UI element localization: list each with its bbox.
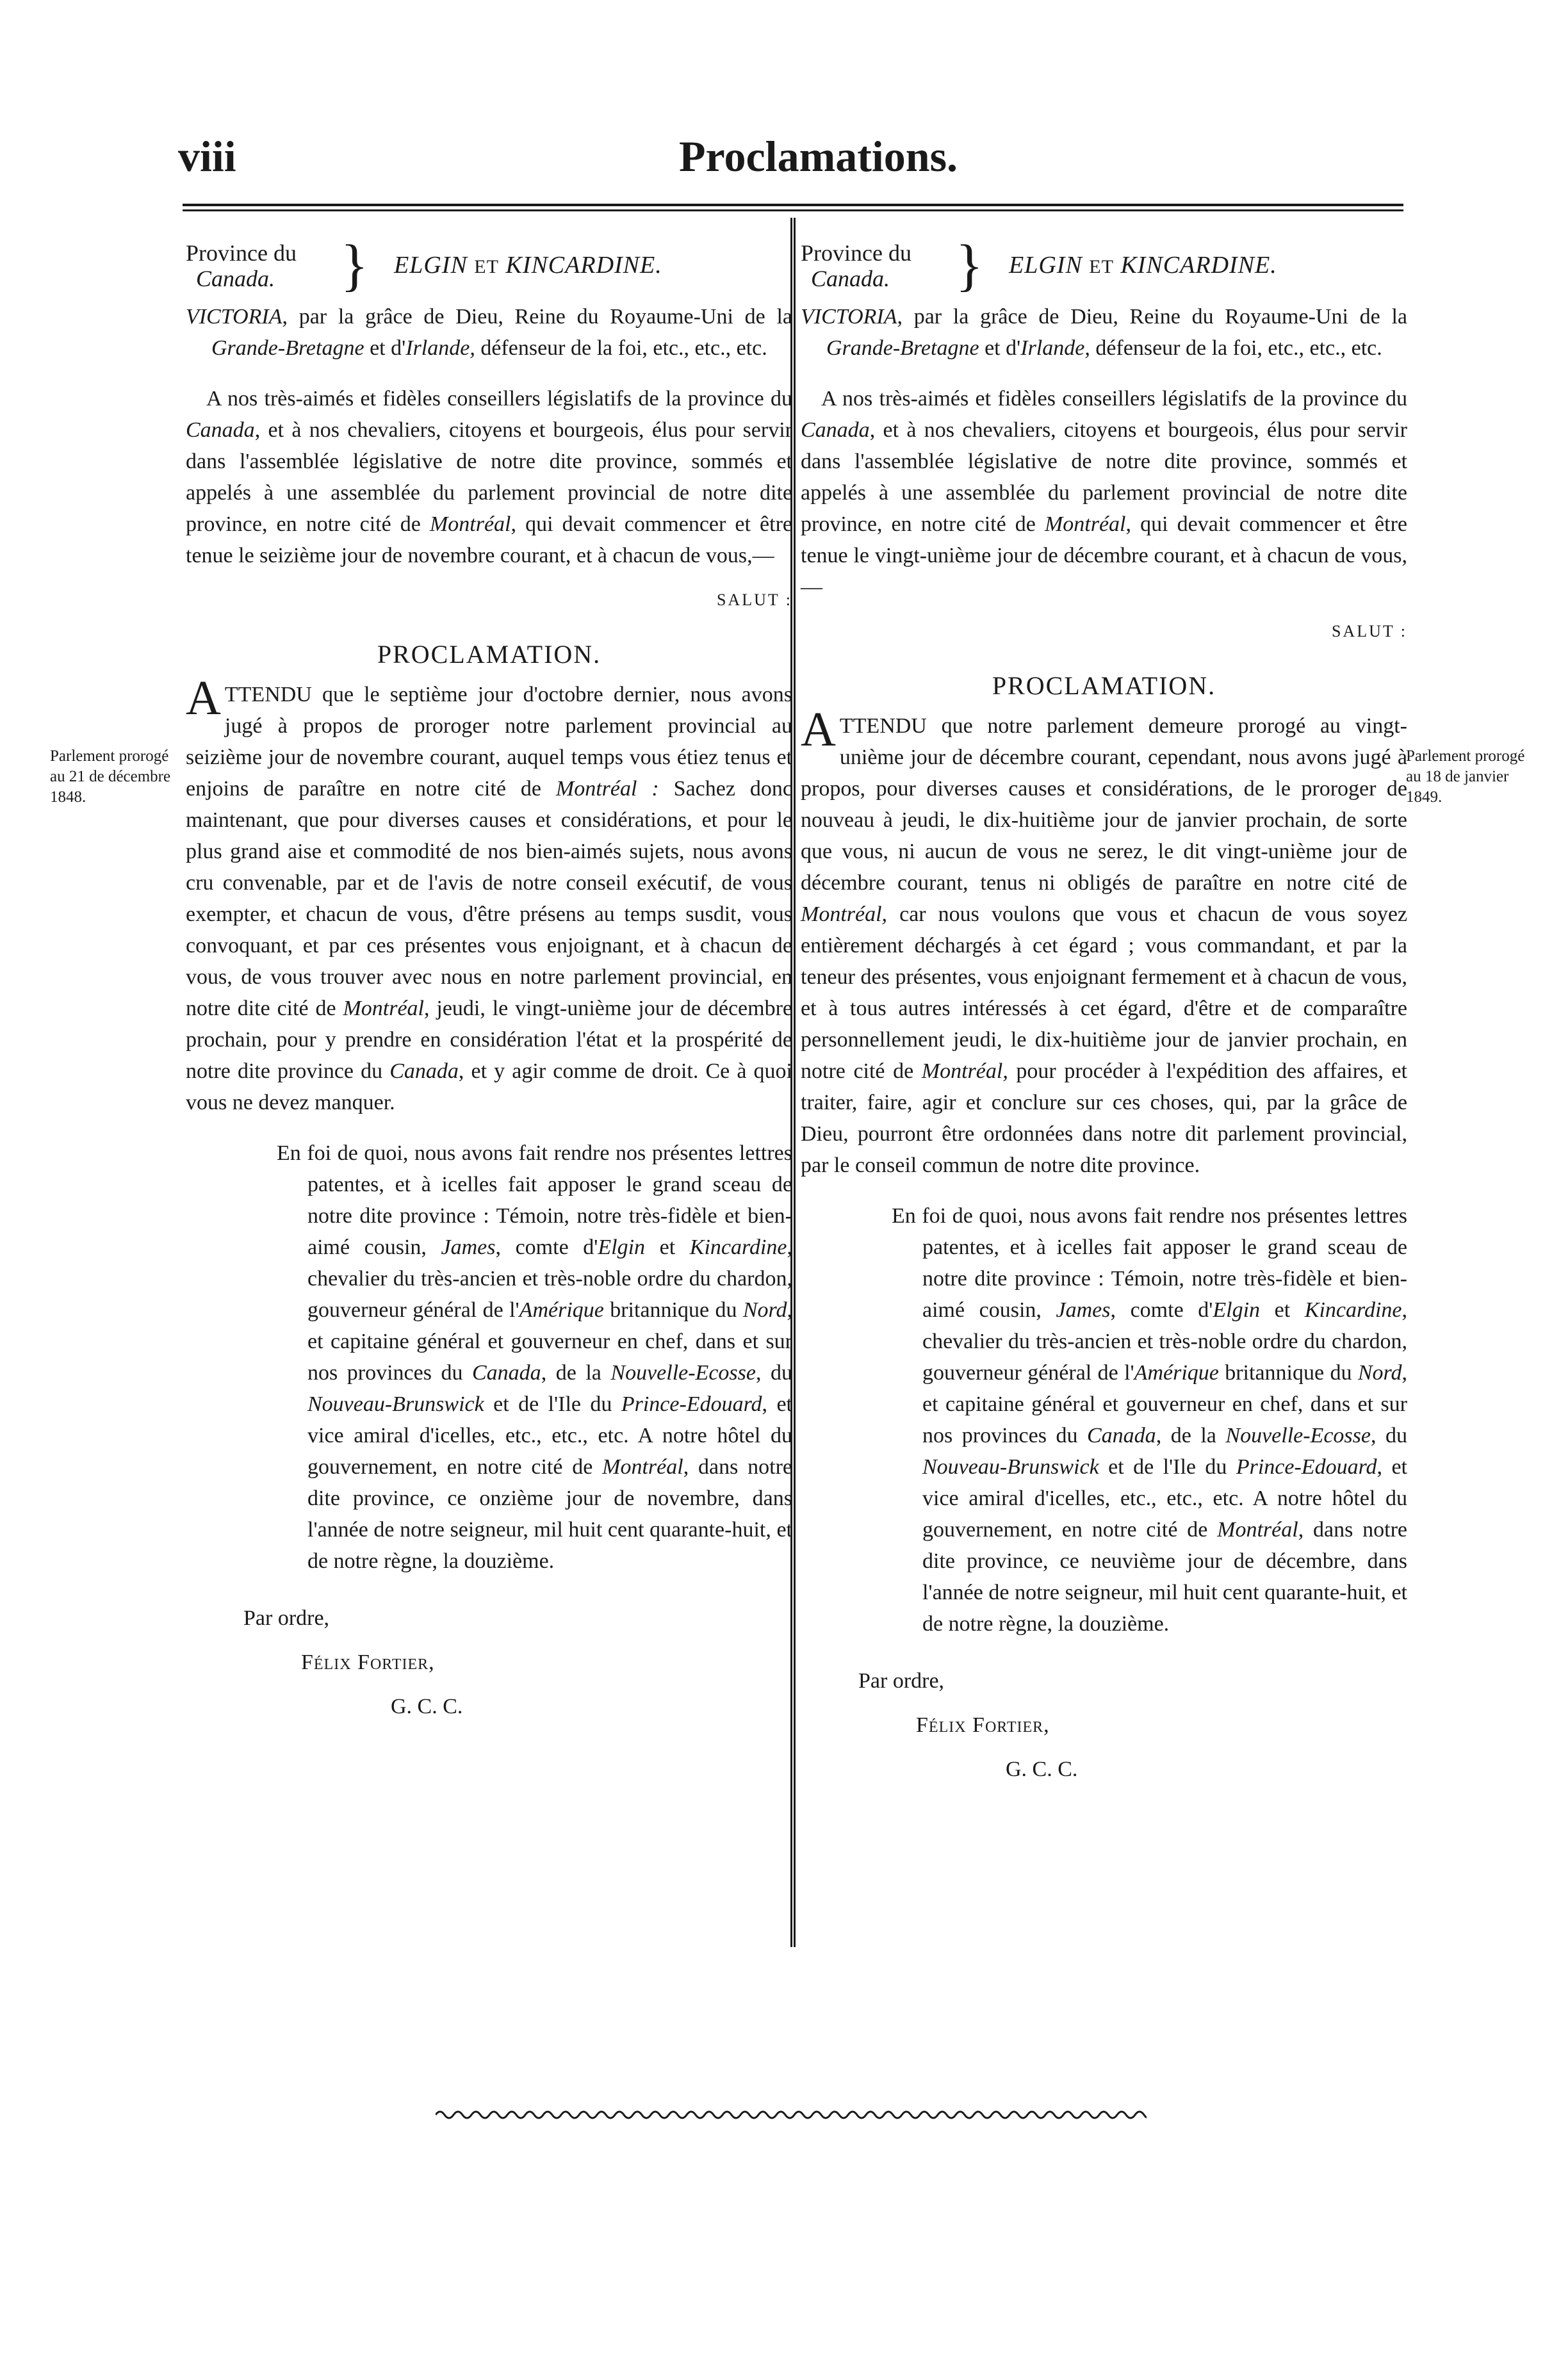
right-proclamation bbox=[801, 231, 1407, 1785]
left-proclamation bbox=[186, 231, 792, 1722]
brace-glyph: } bbox=[340, 234, 368, 297]
salutation: SALUT : bbox=[716, 591, 792, 609]
province-line-1: Province du bbox=[186, 240, 297, 266]
province-line-2: Canada. bbox=[811, 266, 890, 291]
signer-name: Félix Fortier, bbox=[916, 1713, 1050, 1737]
signer-title: G. C. C. bbox=[1006, 1757, 1078, 1781]
province-label bbox=[801, 234, 983, 297]
witness-clause: En foi de quoi, nous avons fait rendre nos présentes lettres patentes, et à icelles fait apposer le grand sceau de notre dite province : Témoin, notre très-fidèle et bien-aimé cousin, James, comte d'Elgin et Kincardine, chevalier du très-ancien et très-noble ordre du chardon, gouverneur général de l'Amérique britannique du Nord, et capitaine général et gouverneur en chef, dans et sur nos provinces du Canada, de la Nouvelle-Ecosse, du Nouveau-Brunswick et de l'Ile du Prince-Edouard, et vice amiral d'icelles, etc., etc., etc. A notre hôtel du gouvernement, en notre cité de Montréal, dans notre dite province, ce neuvième jour de décembre, dans l'année de notre seigneur, mil huit cent quarante-huit, et de notre règne, la douzième. bbox=[892, 1204, 1408, 1636]
signer-title: G. C. C. bbox=[391, 1695, 463, 1718]
proclamation-heading bbox=[801, 231, 1407, 301]
by-order: Par ordre, bbox=[243, 1606, 330, 1630]
wavy-ornamental-rule bbox=[436, 2107, 1147, 2123]
margin-note-left: Parlement prorogé au 21 de décembre 1848. bbox=[50, 747, 171, 806]
proclamation-body: ATTENDU que le septième jour d'octobre dernier, nous avons jugé à propos de proroger notre parlement provincial au seizième jour de novembre courant, auquel temps vous étiez tenus et enjoins de paraître en notre cité de Montréal : Sachez donc maintenant, que pour diverses causes et considérations, et pour le plus grand aise et commodité de nos bien-aimés sujets, nous avons cru convenable, par et de l'avis de notre conseil exécutif, de vous exempter, et chacun de vous, d'être présens au temps susdit, vous convoquant, et par ces présentes vous enjoignant, et à chacun de vous, de vous trouver avec nous en notre parlement provincial, en notre dite cité de Montréal, jeudi, le vingt-unième jour de décembre prochain, pour y prendre en considération l'état et la prospérité de notre dite province du Canada, et y agir comme de droit. Ce à quoi vous ne devez manquer. bbox=[186, 671, 792, 1114]
witness-clause: En foi de quoi, nous avons fait rendre nos présentes lettres patentes, et à icelles fait apposer le grand sceau de notre dite province : Témoin, notre très-fidèle et bien-aimé cousin, James, comte d'Elgin et Kincardine, chevalier du très-ancien et très-noble ordre du chardon, gouverneur général de l'Amérique britannique du Nord, et capitaine général et gouverneur en chef, dans et sur nos provinces du Canada, de la Nouvelle-Ecosse, du Nouveau-Brunswick et de l'Ile du Prince-Edouard, et vice amiral d'icelles, etc., etc., etc. A notre hôtel du gouvernement, en notre cité de Montréal, dans notre dite province, ce onzième jour de novembre, dans l'année de notre seigneur, mil huit cent quarante-huit, et de notre règne, la douzième. bbox=[277, 1141, 793, 1573]
address-paragraph: A nos très-aimés et fidèles conseillers législatifs de la province du Canada, et à nos chevaliers, citoyens et bourgeois, élus pour servir dans l'assemblée législative de notre dite province, sommés et appelés à une assemblée du parlement provincial de notre dite province, en notre cité de Montréal, qui devait commencer et être tenue le vingt-unième jour de décembre courant, et à chacun de vous,— bbox=[801, 387, 1407, 599]
margin-note-right: Parlement prorogé au 18 de janvier 1849. bbox=[1406, 747, 1525, 806]
governor-name: ELGIN ET KINCARDINE. bbox=[1009, 251, 1277, 279]
drop-cap: A bbox=[186, 671, 221, 725]
province-line-1: Province du bbox=[801, 240, 911, 266]
salutation: SALUT : bbox=[1331, 622, 1407, 640]
proclamation-heading bbox=[186, 231, 792, 301]
address-paragraph: A nos très-aimés et fidèles conseillers législatifs de la province du Canada, et à nos chevaliers, citoyens et bourgeois, élus pour servir dans l'assemblée législative de notre dite province, sommés et appelés à une assemblée du parlement provincial de notre dite province, en notre cité de Montréal, qui devait commencer et être tenue le seizième jour de novembre courant, et à chacun de vous,— bbox=[186, 387, 792, 567]
drop-cap: A bbox=[801, 703, 836, 756]
royal-title: VICTORIA, par la grâce de Dieu, Reine du Royaume-Uni de la Grande-Bretagne et d'Irlande, défenseur de la foi, etc., etc., etc. bbox=[801, 305, 1407, 360]
signer-name: Félix Fortier, bbox=[301, 1651, 435, 1674]
province-label bbox=[186, 234, 368, 297]
royal-title: VICTORIA, par la grâce de Dieu, Reine du Royaume-Uni de la Grande-Bretagne et d'Irlande, défenseur de la foi, etc., etc., etc. bbox=[186, 305, 792, 360]
governor-name: ELGIN ET KINCARDINE. bbox=[394, 251, 662, 279]
by-order: Par ordre, bbox=[858, 1669, 945, 1693]
proclamation-title: PROCLAMATION. bbox=[992, 671, 1216, 700]
brace-glyph: } bbox=[955, 234, 983, 297]
proclamation-title: PROCLAMATION. bbox=[377, 640, 601, 669]
running-title: Proclamations. bbox=[679, 132, 958, 181]
province-line-2: Canada. bbox=[196, 266, 275, 291]
proclamation-body: ATTENDU que notre parlement demeure prorogé au vingt-unième jour de décembre courant, cependant, nous avons jugé à propos, pour diverses causes et considérations, de le proroger de nouveau à jeudi, le dix-huitième jour de janvier prochain, de sorte que vous, ni aucun de vous ne serez, le dit vingt-unième jour de décembre courant, tenus ni obligés de paraître en notre cité de Montréal, car nous voulons que vous et chacun de vous soyez entièrement déchargés à cet égard ; vous commandant, et par la teneur des présentes, vous enjoignant fermement et à chacun de vous, et à tous autres intéressés à cet égard, d'être et de comparaître personnellement jeudi, le dix-huitième jour de janvier prochain, en notre cité de Montréal, pour procéder à l'expédition des affaires, et traiter, faire, agir et conclure sur ces choses, qui, par la grâce de Dieu, pourront être ordonnées dans notre dit parlement provincial, par le conseil commun de notre dite province. bbox=[801, 703, 1407, 1177]
header-double-rule bbox=[183, 204, 1403, 211]
page-number: viii bbox=[178, 132, 236, 181]
